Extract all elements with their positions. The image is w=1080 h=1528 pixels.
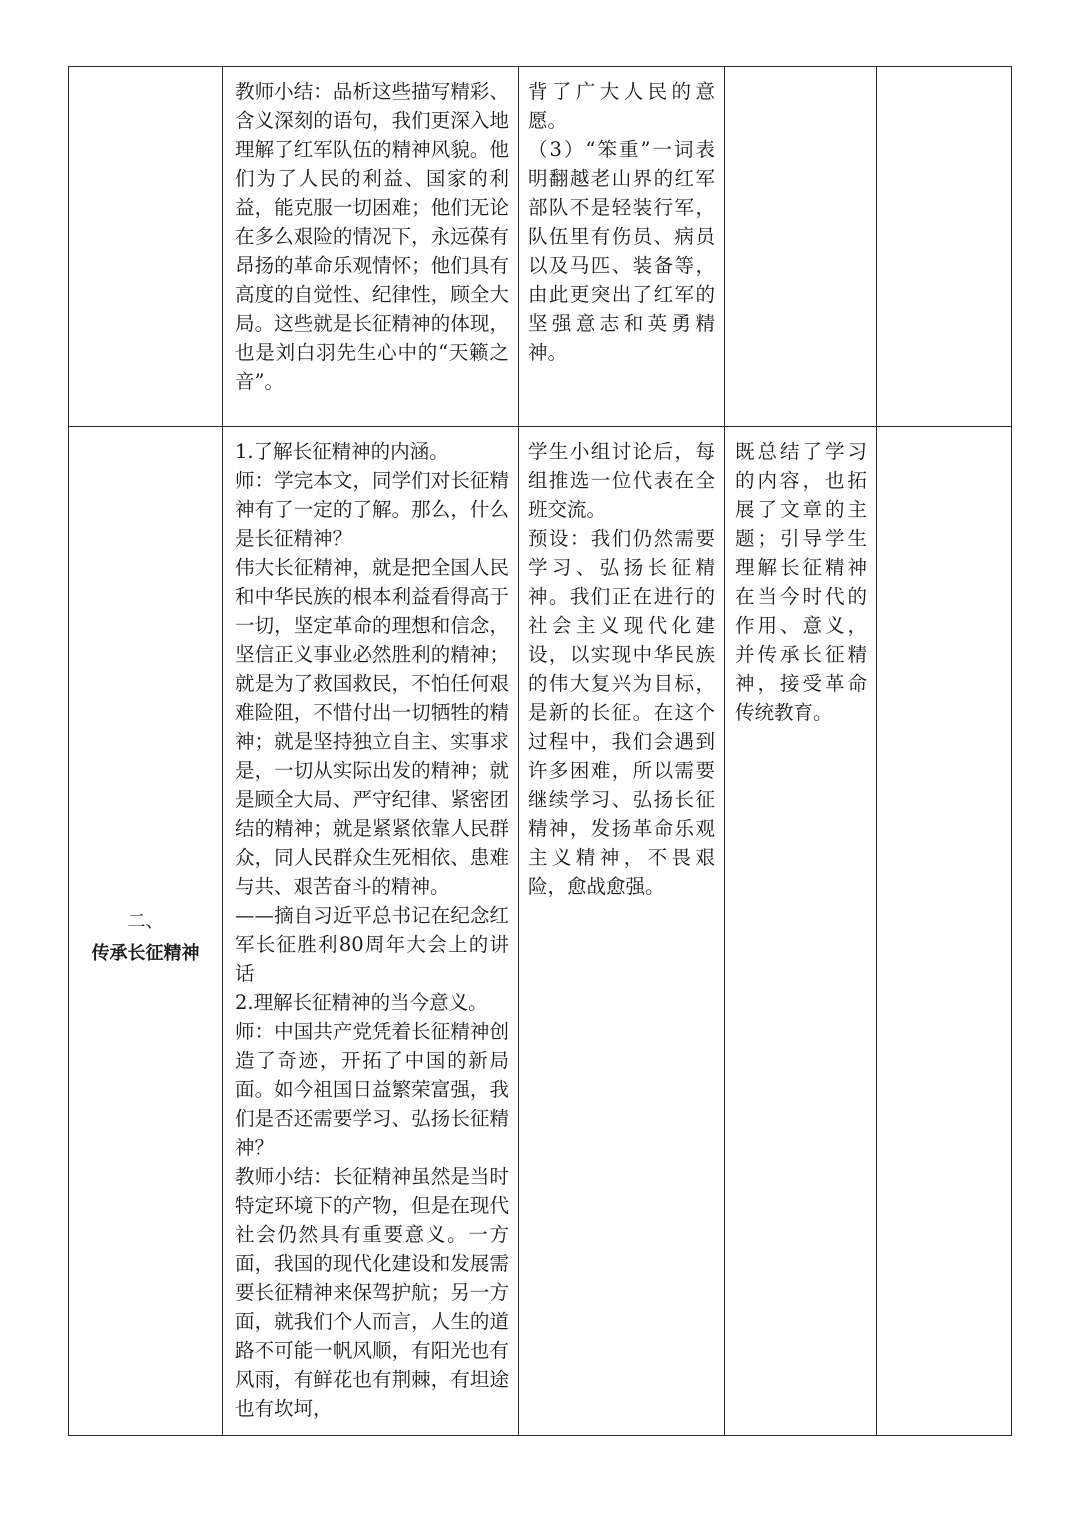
teacher-paragraph: 1.了解长征精神的内涵。 xyxy=(235,440,449,463)
student-paragraph: 学生小组讨论后，每组推选一位代表在全班交流。 xyxy=(528,440,715,521)
row1-intent-cell xyxy=(725,67,876,426)
stage-label xyxy=(69,906,222,970)
student-paragraph: （3）“笨重”一词表明翻越老山界的红军部队不是轻装行军，队伍里有伤员、病员以及马匹、装备等，由此更突出了红军的坚强意志和英勇精神。 xyxy=(528,138,715,364)
row1-extra-cell xyxy=(877,67,1012,426)
intent-paragraph: 既总结了学习的内容，也拓展了文章的主题；引导学生理解长征精神在当今时代的作用、意义，并传承长征精神，接受革命传统教育。 xyxy=(735,440,867,724)
teacher-paragraph: 伟大长征精神，就是把全国人民和中华民族的根本利益看得高于一切，坚定革命的理想和信念，坚信正义事业必然胜利的精神；就是为了救国救民，不怕任何艰难险阻，不惜付出一切牺牲的精神；就是坚持独立自主、实事求是，一切从实际出发的精神；就是顾全大局、严守纪律、紧密团结的精神；就是紧紧依靠人民群众，同人民群众生死相依、患难与共、艰苦奋斗的精神。 xyxy=(235,556,509,898)
row2-extra-cell xyxy=(877,427,1012,1435)
teacher-paragraph: 师：学完本文，同学们对长征精神有了一定的了解。那么，什么是长征精神？ xyxy=(235,469,509,550)
teacher-paragraph: ——摘自习近平总书记在纪念红军长征胜利80周年大会上的讲话 xyxy=(235,904,509,985)
teacher-paragraph: 教师小结：品析这些描写精彩、含义深刻的语句，我们更深入地理解了红军队伍的精神风貌。他们为了人民的利益、国家的利益，能克服一切困难；他们无论在多么艰险的情况下，永远葆有昂扬的革命乐观情怀；他们具有高度的自觉性、纪律性，顾全大局。这些就是长征精神的体现，也是刘白羽先生心中的“天籁之音”。 xyxy=(235,80,509,393)
row2-teacher-cell xyxy=(223,427,518,1435)
row2-intent-cell xyxy=(725,427,876,1435)
row1-teacher-cell xyxy=(223,67,518,426)
student-paragraph: 预设：我们仍然需要学习、弘扬长征精神。我们正在进行的社会主义现代化建设，以实现中华民族的伟大复兴为目标，是新的长征。在这个过程中，我们会遇到许多困难，所以需要继续学习、弘扬长征精神，发扬革命乐观主义精神，不畏艰险，愈战愈强。 xyxy=(528,527,715,898)
student-paragraph: 背了广大人民的意愿。 xyxy=(528,80,715,132)
stage-number: 二、 xyxy=(127,911,164,932)
stage-title: 传承长征精神 xyxy=(91,943,200,964)
row1-student-cell xyxy=(519,67,724,426)
teacher-paragraph: 2.理解长征精神的当今意义。 xyxy=(235,991,488,1014)
row2-student-cell xyxy=(519,427,724,1435)
teacher-paragraph: 师：中国共产党凭着长征精神创造了奇迹，开拓了中国的新局面。如今祖国日益繁荣富强，我们是否还需要学习、弘扬长征精神？ xyxy=(235,1020,509,1159)
teacher-paragraph: 教师小结：长征精神虽然是当时特定环境下的产物，但是在现代社会仍然具有重要意义。一方面，我国的现代化建设和发展需要长征精神来保驾护航；另一方面，就我们个人而言，人生的道路不可能一帆风顺，有阳光也有风雨，有鲜花也有荆棘，有坦途也有坎坷， xyxy=(235,1165,509,1420)
